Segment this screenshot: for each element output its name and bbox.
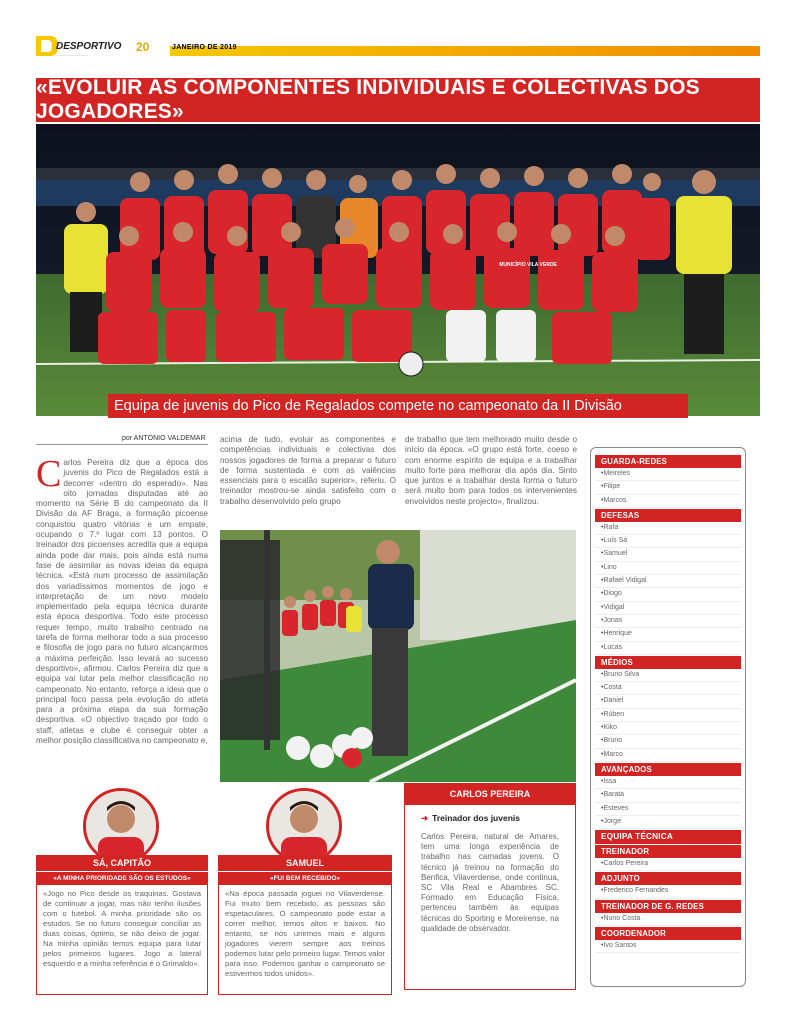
- coach-photo: [220, 530, 576, 782]
- sponsor-text: MUNICÍPIO VILA VERDE: [499, 262, 557, 268]
- article-column-1: [36, 458, 208, 792]
- coach-box-title: CARLOS PEREIRA: [404, 783, 576, 805]
- player-sa-avatar: [83, 788, 159, 864]
- roster-item: • Carlos Pereira: [595, 858, 741, 871]
- svg-text:__________________: __________________: [58, 52, 89, 56]
- roster-section-heading: TREINADOR DE G. REDES: [595, 900, 741, 913]
- roster-item: • Issa: [595, 776, 741, 789]
- roster-item: • Barata: [595, 789, 741, 802]
- player-sa-quote-title: «A MINHA PRIORIDADE SÃO OS ESTUDOS»: [36, 871, 208, 885]
- player-samuel-quote-title: «FUI BEM RECEBIDO»: [218, 871, 392, 885]
- roster-item: • Diogo: [595, 588, 741, 601]
- roster-item: • Meireles: [595, 468, 741, 481]
- roster-section-heading: GUARDA-REDES: [595, 455, 741, 468]
- roster-item: • Ivo Santos: [595, 940, 741, 953]
- arrow-right-icon: ➜: [421, 813, 429, 823]
- article-text-2: acima de tudo, evoluir as componentes e competências individuais e colectivas dos nossos jogadores de forma a preparar o futuro de forma sustentada e com as valências essenciais para o escalão superior», referiu. O treinador mostrou-se ainda satisfeito com o trabalho desenvolvido pelo grupo: [220, 435, 396, 506]
- roster-item: • Esteves: [595, 803, 741, 816]
- roster-item: • Frederico Fernandes: [595, 885, 741, 898]
- player-samuel-name: SAMUEL: [218, 855, 392, 871]
- coach-box: [404, 805, 576, 990]
- player-sa-name: SÁ, CAPITÃO: [36, 855, 208, 871]
- issue-date: JANEIRO DE 2019: [172, 44, 237, 51]
- article-column-2: [220, 435, 396, 525]
- roster-section-heading: EQUIPA TÉCNICA: [595, 830, 741, 844]
- player-samuel-text: «Na época passada joguei no Vilaverdense. Fui muito bem recebido, as pessoas são espetaculares. O campeonato pode estar a correr melhor, temos altos e baixos. No entanto, se nós unirmos mais e alguns jogadores vierem sempre aos treinos podemos lutar pelo primeiro lugar. Temos valor para isso. Podemos ganhar o campeonato se estivermos todos unidos».: [218, 885, 392, 995]
- roster-item: • Henrique: [595, 628, 741, 641]
- roster-section-heading: TREINADOR: [595, 845, 741, 858]
- roster-item: • Rafael Vidigal: [595, 575, 741, 588]
- header-bar: [170, 46, 760, 56]
- roster-item: • Bruno Silva: [595, 669, 741, 682]
- player-samuel-avatar: [266, 788, 342, 864]
- player-sa-text: «Jogo no Pico desde os traquinas. Gostava de continuar a jogar, mas não tenho ilusões com o futebol. A minha prioridade são os estudos. Se no futuro conseguir conciliar as duas coisas, óptimo, se não deixo de jogar. Na minha opinião temos equipa para lutar pelos primeiros lugares. Jogo a lateral esquerdo e a minha referência é o Grimaldo».: [36, 885, 208, 995]
- roster-item: • Kiko: [595, 722, 741, 735]
- roster-sidebar: [590, 447, 746, 987]
- article-column-3: [405, 435, 577, 525]
- team-photo: [36, 124, 760, 416]
- article-text-3: de trabalho que tem melhorado muito desde o início da época. «O grupo está forte, coeso e com enorme espírito de equipa e a trabalhar muito forte para melhorar dia após dia. Sinto que juntos e a trabalhar desta forma o futuro será muito bom para todos os intervenientes envolvidos neste projecto», finalizou.: [405, 435, 577, 506]
- roster-item: • Marcos: [595, 495, 741, 508]
- article-text-1: arlos Pereira diz que a época dos juvenis do Pico de Regalados está a decorrer «dentro do esperado». Nas oito jornadas disputadas até ao momento na Série B do campeonato da II Divisão da AF Braga, a formação picoense conquistou quatro vitórias e um empate, ocupando o 7.º lugar com 13 pontos. O treinador dos picoenses acredita que a equipa ainda pode dar mais, pois ainda está numa fase de assimilar as novas ideias da equipa técnica. «Está num processo de assimilação dos variadíssimos momentos de jogo e interpretação de um novo modelo implementado pela equipa técnica durante esta época desportiva. Todo este processo requer tempo, muito trabalho centrado na tarefa de forma melhorar todo a sua processo e filosofia de jogo para no futuro alcançarmos a máxima perfeição. Isso levará ao sucesso desportivo», afirmou. Carlos Pereira diz que a equipa vai lutar pela melhor classificação no campeonato. No entanto, reforça a ideia que o principal foco passa pela evolução do atleta para a próxima etapa da sua formação desportiva. «O objectivo traçado por todo o staff, atletas e clube é conseguir obter a melhor posição classificativa no campeonato e,: [36, 458, 208, 746]
- roster-item: • Filipe: [595, 481, 741, 494]
- photo-caption: Equipa de juvenis do Pico de Regalados compete no campeonato da II Divisão: [108, 394, 688, 418]
- coach-box-text: Carlos Pereira, natural de Amares, tem uma longa experiência de trabalho nas camadas jovens. O técnico já treinou na formação do Benfica, Vilaverdense, onde continua, SC Vila Real e Abambres SC. Formado em Educação Física, pertenceu também às equipas técnicas do Sporting e Moreirense, na qualidade de observador.: [421, 832, 559, 933]
- roster-item: • Lucas: [595, 642, 741, 655]
- roster-item: • Nuno Costa: [595, 913, 741, 926]
- roster-item: • Luís Sá: [595, 535, 741, 548]
- roster-section-heading: DEFESAS: [595, 509, 741, 522]
- coach-box-subtitle: ➜ Treinador dos juvenis: [421, 813, 520, 823]
- roster-item: • Rúben: [595, 709, 741, 722]
- roster-item: • Jorge: [595, 816, 741, 829]
- section-name: DESPORTIVO: [56, 41, 122, 52]
- byline-divider: [36, 444, 208, 445]
- roster-item: • Marco: [595, 749, 741, 762]
- drop-cap: C: [36, 458, 62, 495]
- headline: «EVOLUIR AS COMPONENTES INDIVIDUAIS E COLECTIVAS DOS JOGADORES»: [36, 78, 760, 122]
- roster-section-heading: MÉDIOS: [595, 656, 741, 669]
- roster-item: • Costa: [595, 682, 741, 695]
- roster-item: • Lino: [595, 562, 741, 575]
- roster-item: • Vidigal: [595, 602, 741, 615]
- roster-section-heading: AVANÇADOS: [595, 763, 741, 776]
- roster-item: • Bruno: [595, 735, 741, 748]
- page-number: 20: [136, 40, 150, 54]
- roster-item: • Samuel: [595, 548, 741, 561]
- roster-section-heading: COORDENADOR: [595, 927, 741, 940]
- byline: por ANTÓNIO VALDEMAR: [122, 435, 206, 442]
- roster-section-heading: ADJUNTO: [595, 872, 741, 885]
- roster-item: • Jonas: [595, 615, 741, 628]
- roster-item: • Rafa: [595, 522, 741, 535]
- roster-item: • Daniel: [595, 695, 741, 708]
